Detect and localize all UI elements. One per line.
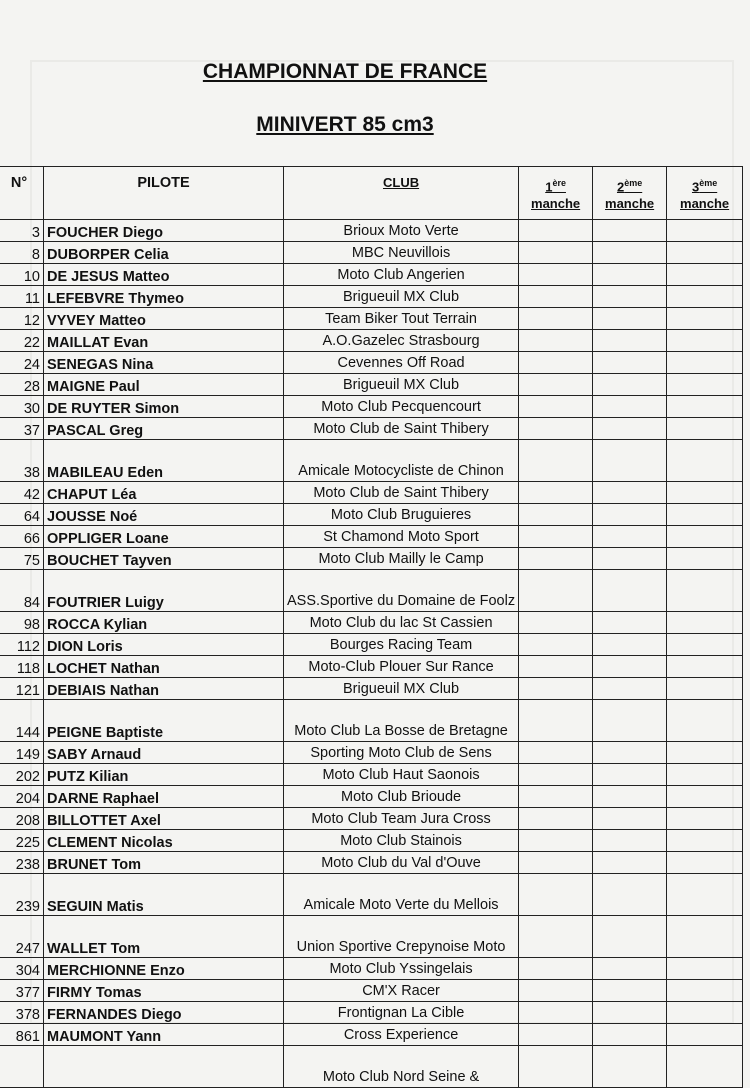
manche-1-cell [519,396,593,418]
manche-3-cell [667,482,743,504]
pilot-number: 225 [0,830,44,852]
manche-3-cell [667,308,743,330]
table-row [0,1024,743,1046]
pilot-name: DUBORPER Celia [44,242,284,264]
manche-2-cell [593,656,667,678]
pilot-number: 861 [0,1024,44,1046]
header-num: N° [0,167,44,220]
table-row [0,958,743,980]
manche-2-cell [593,916,667,958]
manche-3-cell [667,526,743,548]
pilot-name: FOUCHER Diego [44,220,284,242]
manche-3-cell [667,980,743,1002]
pilot-name: BRUNET Tom [44,852,284,874]
pilot-club: Frontignan La Cible [284,1002,519,1024]
manche-1-cell [519,374,593,396]
pilot-number: 204 [0,786,44,808]
pilot-name: MAILLAT Evan [44,330,284,352]
manche-2-cell [593,700,667,742]
pilot-name: VYVEY Matteo [44,308,284,330]
pilot-name: DE JESUS Matteo [44,264,284,286]
pilot-number: 378 [0,1002,44,1024]
manche-2-cell [593,220,667,242]
manche-1-number: 1 [545,179,553,195]
manche-3-cell [667,742,743,764]
manche-2-cell [593,980,667,1002]
table-body [0,220,743,1088]
manche-1-cell [519,656,593,678]
manche-3-cell [667,808,743,830]
manche-3-suffix: ème [699,178,718,188]
manche-2-suffix: ème [624,178,643,188]
manche-1-cell [519,504,593,526]
pilot-name: LEFEBVRE Thymeo [44,286,284,308]
pilot-name: MAUMONT Yann [44,1024,284,1046]
table-row [0,220,743,242]
pilot-number: 66 [0,526,44,548]
table-row [0,418,743,440]
pilot-number: 304 [0,958,44,980]
pilot-name: MAIGNE Paul [44,374,284,396]
table-row [0,980,743,1002]
pilot-number: 64 [0,504,44,526]
table-row [0,830,743,852]
manche-1-cell [519,286,593,308]
pilot-number: 238 [0,852,44,874]
table-row [0,242,743,264]
manche-1-cell [519,526,593,548]
manche-3-cell [667,1002,743,1024]
pilot-name: DARNE Raphael [44,786,284,808]
manche-3-cell [667,330,743,352]
manche-3-cell [667,958,743,980]
manche-1-cell [519,242,593,264]
manche-2-cell [593,764,667,786]
pilot-name: PUTZ Kilian [44,764,284,786]
pilot-name: SABY Arnaud [44,742,284,764]
pilot-name: CLEMENT Nicolas [44,830,284,852]
manche-2-cell [593,1046,667,1088]
manche-3-cell [667,286,743,308]
pilot-number: 30 [0,396,44,418]
manche-3-cell [667,786,743,808]
manche-2-number: 2 [616,179,625,195]
pilot-club: Brigueuil MX Club [284,678,519,700]
pilot-club: Moto Club La Bosse de Bretagne [284,700,519,742]
pilot-number: 98 [0,612,44,634]
manche-3-cell [667,916,743,958]
pilot-club: Moto Club Team Jura Cross [284,808,519,830]
pilot-number: 75 [0,548,44,570]
pilot-club: Moto Club du lac St Cassien [284,612,519,634]
pilot-number: 121 [0,678,44,700]
manche-3-cell [667,612,743,634]
pilot-club: Moto-Club Plouer Sur Rance [284,656,519,678]
manche-2-cell [593,242,667,264]
manche-3-cell [667,548,743,570]
table-row [0,874,743,916]
manche-1-cell [519,308,593,330]
pilot-club: ASS.Sportive du Domaine de Foolz [284,570,519,612]
pilot-name: OPPLIGER Loane [44,526,284,548]
pilot-name: BILLOTTET Axel [44,808,284,830]
table-row [0,656,743,678]
table-row [0,286,743,308]
pilot-name: BOUCHET Tayven [44,548,284,570]
manche-1-suffix: ère [552,178,566,188]
table-row [0,808,743,830]
pilot-number: 118 [0,656,44,678]
manche-1-cell [519,1024,593,1046]
manche-3-cell [667,634,743,656]
manche-1-cell [519,440,593,482]
manche-1-cell [519,700,593,742]
document-title: CHAMPIONNAT DE FRANCE [202,60,488,83]
manche-2-cell [593,678,667,700]
table-row [0,700,743,742]
pilot-club: Sporting Moto Club de Sens [284,742,519,764]
manche-1-cell [519,220,593,242]
manche-2-cell [593,634,667,656]
pilot-club: Moto Club Bruguieres [284,504,519,526]
pilot-club: Moto Club de Saint Thibery [284,418,519,440]
manche-1-cell [519,764,593,786]
table-row [0,916,743,958]
manche-2-cell [593,1002,667,1024]
table-row [0,526,743,548]
pilot-club: Union Sportive Crepynoise Moto [284,916,519,958]
table-row [0,374,743,396]
pilot-club: Cross Experience [284,1024,519,1046]
pilot-name: PEIGNE Baptiste [44,700,284,742]
table-row [0,308,743,330]
pilot-club: Moto Club Nord Seine & [284,1046,519,1088]
pilot-club: Moto Club Haut Saonois [284,764,519,786]
manche-2-cell [593,526,667,548]
manche-2-cell [593,330,667,352]
pilot-club: MBC Neuvillois [284,242,519,264]
manche-2-cell [593,612,667,634]
manche-1-label: manche [531,196,581,212]
pilot-club: Brigueuil MX Club [284,286,519,308]
pilot-club: Brigueuil MX Club [284,374,519,396]
table-row [0,1002,743,1024]
manche-3-cell [667,1046,743,1088]
table-row [0,570,743,612]
pilot-number: 377 [0,980,44,1002]
pilot-name: CHAPUT Léa [44,482,284,504]
pilot-name: SENEGAS Nina [44,352,284,374]
pilot-number: 12 [0,308,44,330]
table-row [0,352,743,374]
pilot-number: 3 [0,220,44,242]
manche-1-cell [519,1046,593,1088]
table-row [0,440,743,482]
table-row [0,330,743,352]
manche-2-cell [593,830,667,852]
pilot-number: 22 [0,330,44,352]
pilot-number: 28 [0,374,44,396]
manche-3-cell [667,264,743,286]
manche-2-cell [593,264,667,286]
manche-1-cell [519,874,593,916]
manche-2-cell [593,570,667,612]
pilot-number: 11 [0,286,44,308]
pilot-name: WALLET Tom [44,916,284,958]
pilot-name: FIRMY Tomas [44,980,284,1002]
pilot-number: 112 [0,634,44,656]
manche-3-cell [667,440,743,482]
manche-2-cell [593,308,667,330]
pilot-name: JOUSSE Noé [44,504,284,526]
pilot-name: LOCHET Nathan [44,656,284,678]
manche-2-label: manche [605,196,655,212]
pilot-number: 149 [0,742,44,764]
manche-2-cell [593,742,667,764]
manche-1-cell [519,742,593,764]
pilot-name: MERCHIONNE Enzo [44,958,284,980]
manche-1-cell [519,612,593,634]
pilot-club: Team Biker Tout Terrain [284,308,519,330]
pilot-number: 37 [0,418,44,440]
pilot-number: 24 [0,352,44,374]
table-row [0,852,743,874]
manche-1-cell [519,418,593,440]
manche-1-cell [519,786,593,808]
table-row [0,504,743,526]
pilot-club: Moto Club Yssingelais [284,958,519,980]
manche-3-cell [667,678,743,700]
manche-2-cell [593,548,667,570]
pilot-name: DION Loris [44,634,284,656]
pilot-name: PASCAL Greg [44,418,284,440]
manche-1-cell [519,634,593,656]
manche-2-cell [593,482,667,504]
manche-1-cell [519,352,593,374]
manche-1-cell [519,808,593,830]
manche-3-cell [667,352,743,374]
manche-1-cell [519,264,593,286]
pilot-number: 144 [0,700,44,742]
pilot-name [44,1046,284,1088]
pilot-club: Moto Club Angerien [284,264,519,286]
table-row [0,264,743,286]
pilot-club: St Chamond Moto Sport [284,526,519,548]
pilot-club: Moto Club de Saint Thibery [284,482,519,504]
table-row [0,482,743,504]
manche-2-cell [593,786,667,808]
manche-2-cell [593,808,667,830]
pilot-club: A.O.Gazelec Strasbourg [284,330,519,352]
pilot-number: 239 [0,874,44,916]
manche-2-cell [593,1024,667,1046]
manche-1-cell [519,1002,593,1024]
manche-1-cell [519,980,593,1002]
pilot-club: Moto Club Brioude [284,786,519,808]
manche-3-cell [667,830,743,852]
table-row [0,786,743,808]
pilot-number [0,1046,44,1088]
pilot-name: DEBIAIS Nathan [44,678,284,700]
table-header-row [0,167,743,220]
manche-2-cell [593,504,667,526]
manche-1-cell [519,482,593,504]
manche-3-cell [667,700,743,742]
pilot-number: 202 [0,764,44,786]
manche-3-cell [667,764,743,786]
manche-3-cell [667,220,743,242]
pilot-number: 84 [0,570,44,612]
results-table [0,166,743,1088]
pilot-name: FOUTRIER Luigy [44,570,284,612]
manche-3-cell [667,396,743,418]
manche-1-cell [519,548,593,570]
pilot-number: 42 [0,482,44,504]
pilot-name: FERNANDES Diego [44,1002,284,1024]
document-subtitle: MINIVERT 85 cm3 [256,113,434,136]
manche-3-cell [667,656,743,678]
manche-3-cell [667,242,743,264]
table-row [0,548,743,570]
manche-3-cell [667,874,743,916]
table-row [0,764,743,786]
pilot-name: ROCCA Kylian [44,612,284,634]
table-row [0,634,743,656]
table-row [0,1046,743,1088]
table-row [0,612,743,634]
manche-1-cell [519,678,593,700]
table-row [0,396,743,418]
pilot-club: Cevennes Off Road [284,352,519,374]
pilot-club: Amicale Motocycliste de Chinon [284,440,519,482]
table-row [0,678,743,700]
pilot-name: SEGUIN Matis [44,874,284,916]
manche-2-cell [593,374,667,396]
table-row [0,742,743,764]
manche-1-cell [519,330,593,352]
manche-3-cell [667,374,743,396]
manche-3-cell [667,418,743,440]
manche-1-cell [519,570,593,612]
manche-1-cell [519,916,593,958]
header-club: CLUB [284,167,519,220]
manche-2-cell [593,396,667,418]
manche-2-cell [593,352,667,374]
pilot-number: 208 [0,808,44,830]
pilot-club: Amicale Moto Verte du Mellois [284,874,519,916]
header-manche-1 [519,167,593,220]
manche-1-cell [519,958,593,980]
pilot-name: MABILEAU Eden [44,440,284,482]
pilot-club: Moto Club Mailly le Camp [284,548,519,570]
pilot-club: Brioux Moto Verte [284,220,519,242]
manche-3-label: manche [680,196,730,212]
manche-2-cell [593,958,667,980]
manche-1-cell [519,852,593,874]
manche-2-cell [593,418,667,440]
manche-1-cell [519,830,593,852]
pilot-number: 10 [0,264,44,286]
pilot-name: DE RUYTER Simon [44,396,284,418]
manche-3-cell [667,852,743,874]
header-manche-2 [593,167,667,220]
pilot-club: Moto Club Stainois [284,830,519,852]
pilot-number: 247 [0,916,44,958]
pilot-club: Moto Club du Val d'Ouve [284,852,519,874]
manche-3-cell [667,1024,743,1046]
manche-2-cell [593,874,667,916]
pilot-number: 38 [0,440,44,482]
header-pilote: PILOTE [44,167,284,220]
pilot-club: CM'X Racer [284,980,519,1002]
manche-2-cell [593,440,667,482]
manche-3-cell [667,504,743,526]
manche-3-number: 3 [691,179,700,195]
manche-2-cell [593,852,667,874]
header-manche-3 [667,167,743,220]
pilot-club: Bourges Racing Team [284,634,519,656]
pilot-number: 8 [0,242,44,264]
pilot-club: Moto Club Pecquencourt [284,396,519,418]
manche-3-cell [667,570,743,612]
manche-2-cell [593,286,667,308]
